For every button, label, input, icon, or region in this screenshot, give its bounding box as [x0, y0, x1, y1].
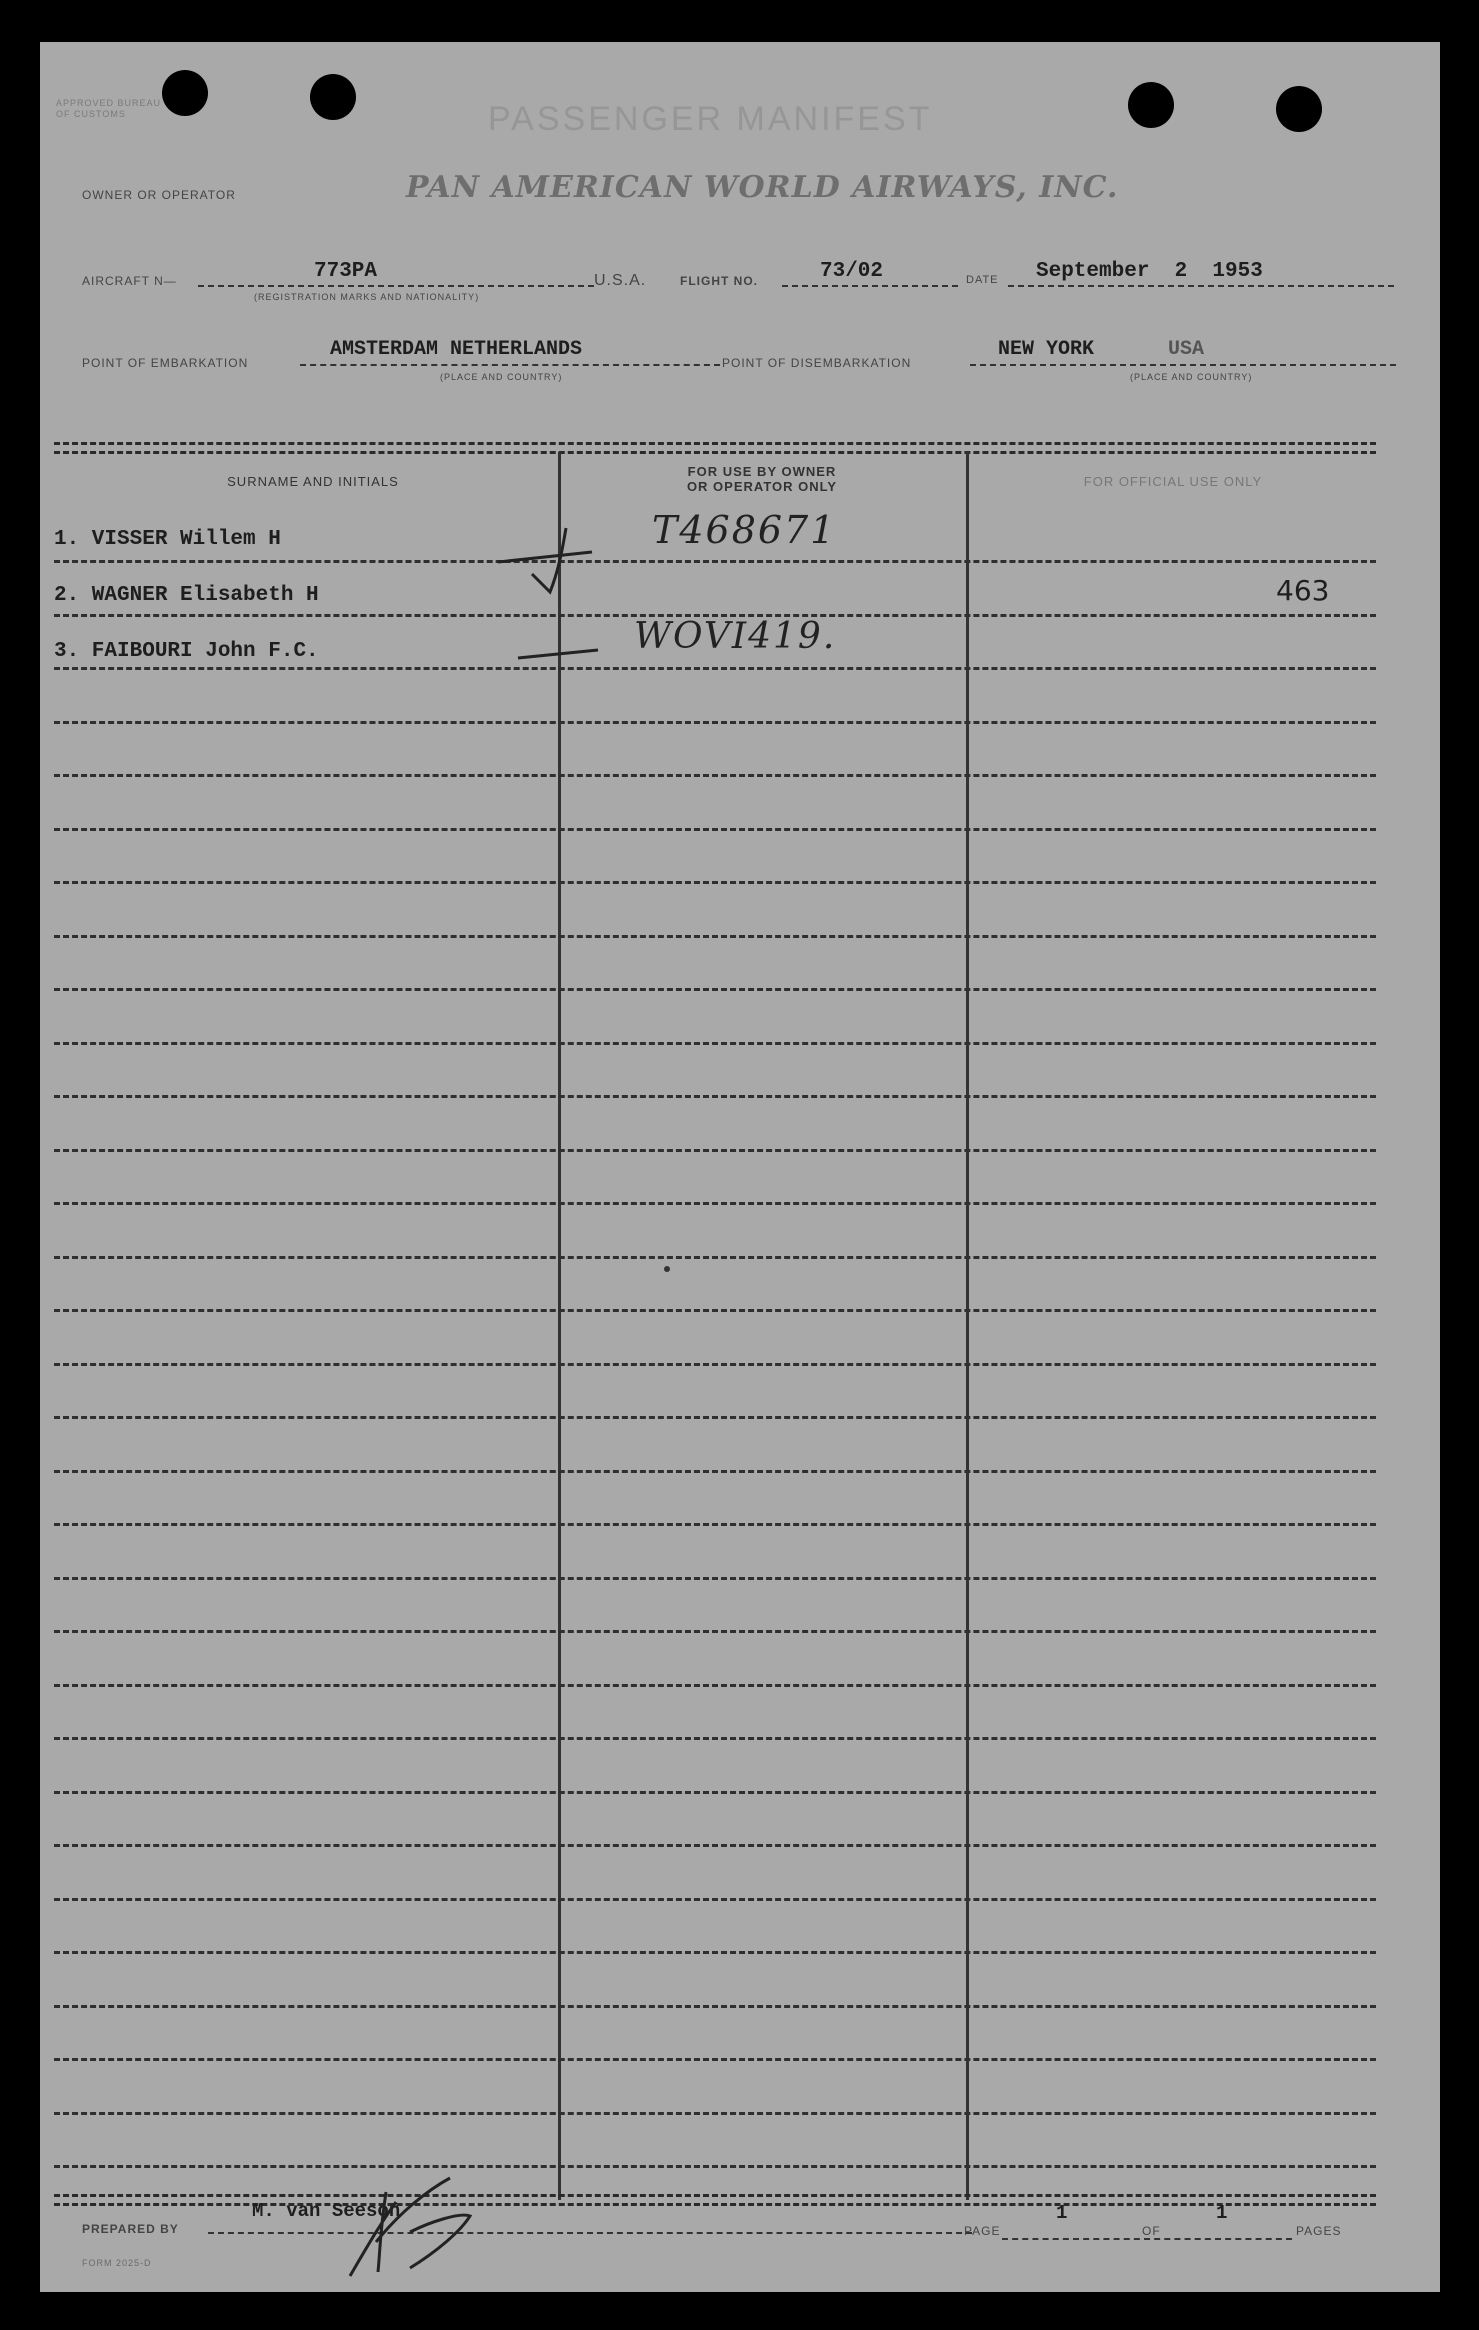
of-value: 1 — [1216, 2202, 1228, 2224]
embarkation-value: AMSTERDAM NETHERLANDS — [330, 338, 583, 361]
table-row-line — [54, 1202, 1376, 1205]
prepared-value: M. van Seeson — [252, 2200, 401, 2222]
table-row-line — [54, 1416, 1376, 1419]
table-row-line — [54, 1951, 1376, 1954]
passenger-name: 2. WAGNER Elisabeth H — [54, 584, 319, 607]
table-row-line — [54, 1523, 1376, 1526]
page-underline — [1002, 2238, 1292, 2240]
table-row-line — [54, 1577, 1376, 1580]
form-code: FORM 2025-D — [82, 2258, 152, 2268]
table-row-line — [54, 1844, 1376, 1847]
embarkation-sublabel: (PLACE AND COUNTRY) — [440, 372, 563, 382]
dot-mark-icon — [660, 1262, 674, 1276]
col-owner-header: FOR USE BY OWNER OR OPERATOR ONLY — [686, 464, 838, 494]
disembarkation-city: NEW YORK — [998, 338, 1095, 361]
passenger-name: 1. VISSER Willem H — [54, 528, 281, 551]
column-divider — [558, 452, 561, 2200]
table-row-line — [54, 1737, 1376, 1740]
embarkation-underline — [300, 364, 720, 366]
table-row-line — [54, 1363, 1376, 1366]
col-surname-header: SURNAME AND INITIALS — [227, 474, 399, 489]
table-row-line — [54, 881, 1376, 884]
aircraft-underline — [198, 285, 594, 287]
aircraft-value: 773PA — [314, 260, 378, 283]
passenger-name: 3. FAIBOURI John F.C. — [54, 640, 319, 663]
aircraft-label: AIRCRAFT N— — [82, 274, 177, 288]
punch-hole — [162, 70, 208, 116]
disembarkation-country: USA — [1168, 338, 1205, 361]
punch-hole — [310, 74, 356, 120]
table-row-line — [54, 1256, 1376, 1259]
page-value: 1 — [1056, 2202, 1068, 2224]
disembarkation-underline — [970, 364, 1396, 366]
pages-label: PAGES — [1296, 2224, 1342, 2238]
signature-scribble — [340, 2172, 490, 2282]
table-row-line — [54, 1791, 1376, 1794]
table-row-line — [54, 1042, 1376, 1045]
column-divider — [966, 452, 969, 2200]
table-row-line — [54, 1095, 1376, 1098]
form-title: PASSENGER MANIFEST — [488, 100, 933, 138]
dash-mark-icon — [514, 638, 604, 668]
owner-label: OWNER OR OPERATOR — [82, 188, 236, 202]
date-value: September 2 1953 — [1036, 260, 1263, 283]
flight-label: FLIGHT NO. — [680, 274, 758, 288]
table-row-line — [54, 774, 1376, 777]
date-underline — [1008, 285, 1394, 287]
col-official-header: FOR OFFICIAL USE ONLY — [1083, 474, 1263, 489]
table-row-line — [54, 1684, 1376, 1687]
date-label: DATE — [966, 274, 999, 286]
table-row-line — [54, 935, 1376, 938]
punch-hole — [1276, 86, 1322, 132]
table-row-line — [54, 828, 1376, 831]
owner-note: WOVI419. — [634, 616, 837, 657]
table-top-rule — [54, 442, 1376, 454]
of-label: OF — [1142, 2224, 1161, 2238]
page-label: PAGE — [964, 2224, 1001, 2238]
manifest-sheet — [40, 42, 1440, 2292]
approval-stamp: APPROVED BUREAU OF CUSTOMS — [56, 98, 162, 119]
disembarkation-sublabel: (PLACE AND COUNTRY) — [1130, 372, 1253, 382]
embarkation-label: POINT OF EMBARKATION — [82, 356, 249, 370]
disembarkation-label: POINT OF DISEMBARKATION — [722, 356, 912, 370]
flight-value: 73/02 — [820, 260, 884, 283]
table-row-line — [54, 1149, 1376, 1152]
prepared-label: PREPARED BY — [82, 2222, 179, 2236]
table-row-line — [54, 2058, 1376, 2061]
table-row-line — [54, 1470, 1376, 1473]
table-row-line — [54, 1630, 1376, 1633]
table-row-line — [54, 2005, 1376, 2008]
table-row-line — [54, 988, 1376, 991]
aircraft-nationality: U.S.A. — [594, 272, 647, 289]
table-row-line — [54, 1898, 1376, 1901]
flight-underline — [782, 285, 958, 287]
official-note: 463 — [1276, 574, 1330, 607]
table-row-line — [54, 2112, 1376, 2115]
owner-value: PAN AMERICAN WORLD AIRWAYS, INC. — [406, 170, 1119, 205]
prepared-underline — [208, 2232, 972, 2234]
table-row-line — [54, 667, 1376, 670]
table-row-line — [54, 721, 1376, 724]
table-row-line — [54, 560, 1376, 563]
table-row-line — [54, 1309, 1376, 1312]
punch-hole — [1128, 82, 1174, 128]
owner-note: T468671 — [652, 508, 837, 552]
check-mark-icon — [492, 512, 602, 602]
aircraft-sublabel: (REGISTRATION MARKS AND NATIONALITY) — [254, 292, 480, 302]
table-row-line — [54, 2165, 1376, 2168]
